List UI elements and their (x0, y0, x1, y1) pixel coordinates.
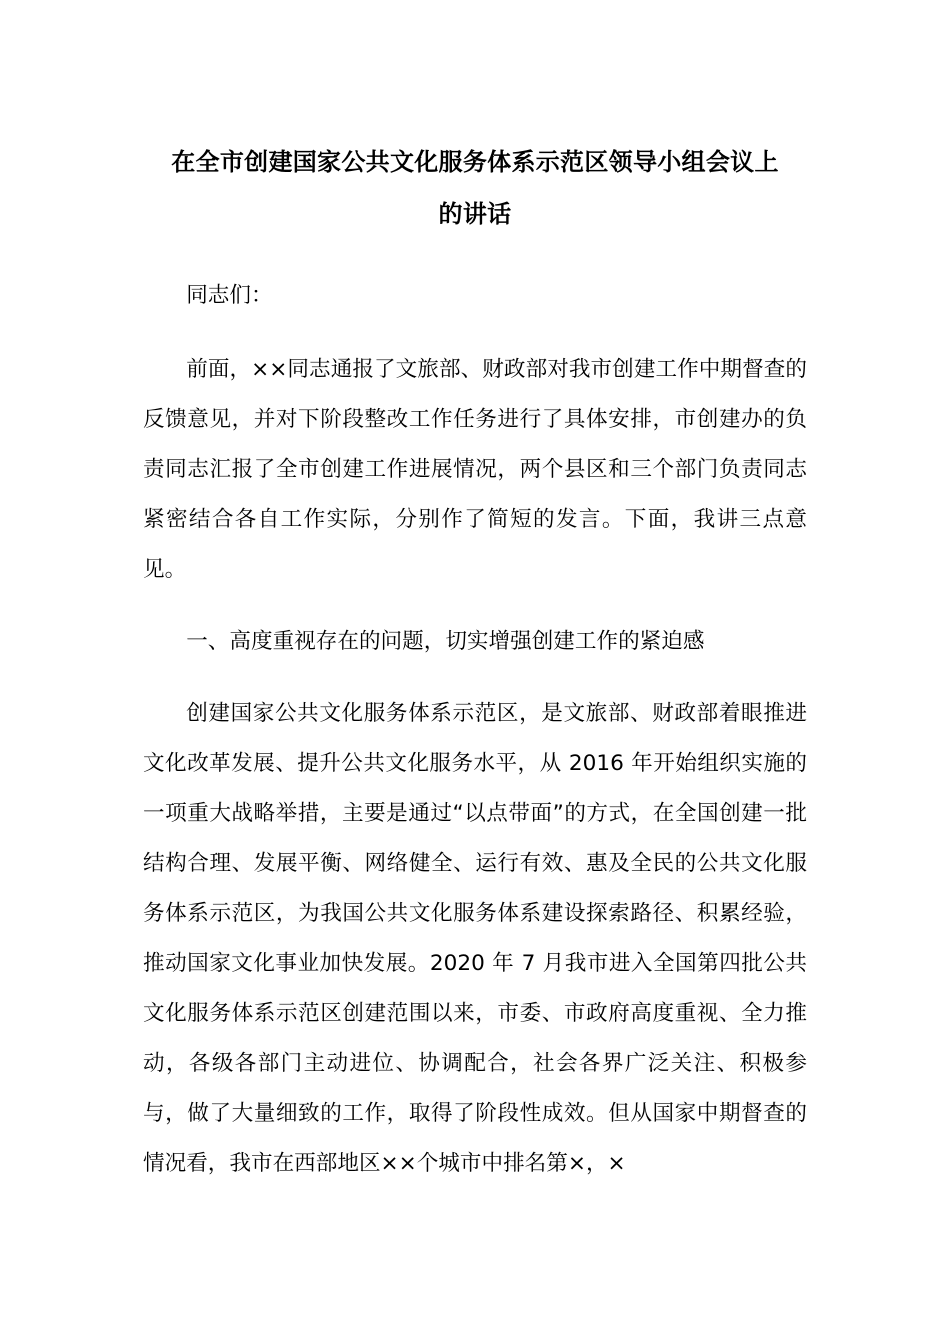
section-heading-1: 一、高度重视存在的问题，切实增强创建工作的紧迫感 (186, 629, 705, 654)
greeting: 同志们： (186, 283, 273, 308)
paragraph-opening: 前面，××同志通报了文旅部、财政部对我市创建工作中期督查的反馈意见，并对下阶段整改工作任务进行了具体安排，市创建办的负责同志汇报了全市创建工作进展情况，两个县区和三个部门负责同志紧密结合各自工作实际，分别作了简短的发言。下面，我讲三点意见。 (143, 357, 807, 582)
paragraph-section-1: 创建国家公共文化服务体系示范区，是文旅部、财政部着眼推进文化改革发展、提升公共文化服务水平，从 2016 年开始组织实施的一项重大战略举措，主要是通过“以点带面”的方式，在全国创建一批结构合理、发展平衡、网络健全、运行有效、惠及全民的公共文化服务体系示范区，为我国公共文化服务体系建设探索路径、积累经验，推动国家文化事业加快发展。2020 年 7 月我市进入全国第四批公共文化服务体系示范区创建范围以来，市委、市政府高度重视、全力推动，各级各部门主动进位、协调配合，社会各界广泛关注、积极参与，做了大量细致的工作，取得了阶段性成效。但从国家中期督查的情况看，我市在西部地区××个城市中排名第×，× (143, 701, 807, 1176)
document-title (143, 136, 807, 240)
title-line-2: 的讲话 (438, 200, 512, 228)
document-page (143, 136, 807, 1189)
title-line-1: 在全市创建国家公共文化服务体系示范区领导小组会议上 (171, 148, 779, 176)
